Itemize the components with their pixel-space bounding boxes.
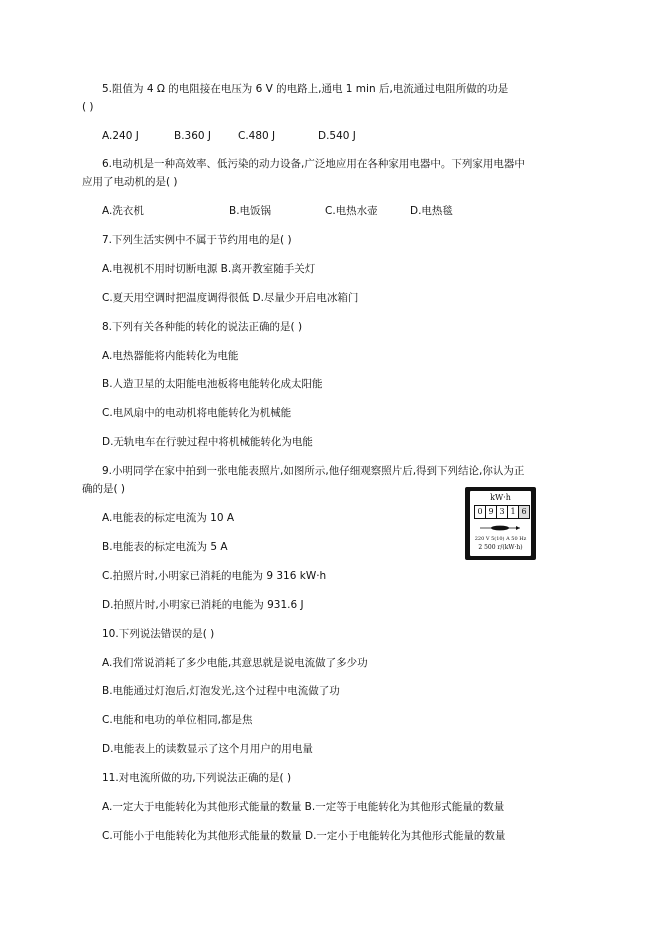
- q9-option-b: B.电能表的标定电流为 5 A: [102, 541, 228, 553]
- q9-option-a: A.电能表的标定电流为 10 A: [102, 512, 235, 524]
- q10-option-d: D.电能表上的读数显示了这个月用户的用电量: [102, 743, 313, 755]
- q8-option-a: A.电热器能将内能转化为电能: [102, 350, 239, 362]
- q9-stem-line2: 确的是( ): [82, 483, 126, 495]
- q7-options-line1: A.电视机不用时切断电源 B.离开教室随手关灯: [102, 263, 316, 275]
- q8-option-d: D.无轨电车在行驶过程中将机械能转化为电能: [102, 436, 313, 448]
- q6-stem-line2: 应用了电动机的是( ): [82, 176, 178, 188]
- q5-options: [102, 129, 356, 143]
- q6-option-d: D.电热毯: [410, 205, 453, 217]
- meter-constant: 2 500 r/(kW·h): [478, 544, 523, 551]
- q5-stem-line1: 5.阻值为 4 Ω 的电阻接在电压为 6 V 的电路上,通电 1 min 后,电流通过电阻所做的功是: [102, 83, 509, 95]
- q5-stem-line2: ( ): [82, 101, 94, 113]
- meter-digit: 0: [474, 505, 486, 519]
- meter-unit: kW·h: [490, 493, 511, 502]
- q9-stem-line1: 9.小明同学在家中拍到一张电能表照片,如图所示,他仔细观察照片后,得到下列结论,你认为正: [102, 465, 525, 477]
- q5-option-d: D.540 J: [318, 130, 356, 142]
- q6-option-c: C.电热水壶: [325, 205, 378, 217]
- meter-rotating-disc-icon: [479, 525, 521, 531]
- meter-digit-decimal: 6: [518, 505, 530, 519]
- q7-stem: 7.下列生活实例中不属于节约用电的是( ): [102, 234, 292, 246]
- q6-option-a: A.洗衣机: [102, 205, 144, 217]
- q10-option-a: A.我们常说消耗了多少电能,其意思就是说电流做了多少功: [102, 657, 368, 669]
- q5-option-b: B.360 J: [174, 130, 212, 142]
- q6-option-b: B.电饭锅: [229, 205, 272, 217]
- q8-option-b: B.人造卫星的太阳能电池板将电能转化成太阳能: [102, 378, 323, 390]
- q6-stem-line1: 6.电动机是一种高效率、低污染的动力设备,广泛地应用在各种家用电器中。下列家用电器中: [102, 158, 525, 170]
- q11-stem: 11.对电流所做的功,下列说法正确的是( ): [102, 772, 292, 784]
- meter-face: [470, 491, 531, 556]
- q10-option-b: B.电能通过灯泡后,灯泡发光,这个过程中电流做了功: [102, 685, 340, 697]
- q11-options-line1: A.一定大于电能转化为其他形式能量的数量 B.一定等于电能转化为其他形式能量的数量: [102, 801, 505, 813]
- q10-option-c: C.电能和电功的单位相同,都是焦: [102, 714, 253, 726]
- meter-digit: 9: [485, 505, 497, 519]
- meter-digit: 3: [496, 505, 508, 519]
- q6-options: [102, 204, 453, 218]
- meter-specs: 220 V 5(10) A 50 Hz: [474, 536, 527, 542]
- q7-options-line2: C.夏天用空调时把温度调得很低 D.尽量少开启电冰箱门: [102, 292, 359, 304]
- q8-stem: 8.下列有关各种能的转化的说法正确的是( ): [102, 321, 303, 333]
- meter-digit: 1: [507, 505, 519, 519]
- q5-option-c: C.480 J: [238, 130, 276, 142]
- q11-options-line2: C.可能小于电能转化为其他形式能量的数量 D.一定小于电能转化为其他形式能量的数量: [102, 830, 506, 842]
- q8-option-c: C.电风扇中的电动机将电能转化为机械能: [102, 407, 292, 419]
- q10-stem: 10.下列说法错误的是( ): [102, 628, 215, 640]
- q9-option-c: C.拍照片时,小明家已消耗的电能为 9 316 kW·h: [102, 570, 327, 582]
- q5-option-a: A.240 J: [102, 130, 139, 142]
- meter-digits: [474, 505, 529, 518]
- q9-option-d: D.拍照片时,小明家已消耗的电能为 931.6 J: [102, 599, 304, 611]
- electricity-meter-figure: [465, 487, 536, 560]
